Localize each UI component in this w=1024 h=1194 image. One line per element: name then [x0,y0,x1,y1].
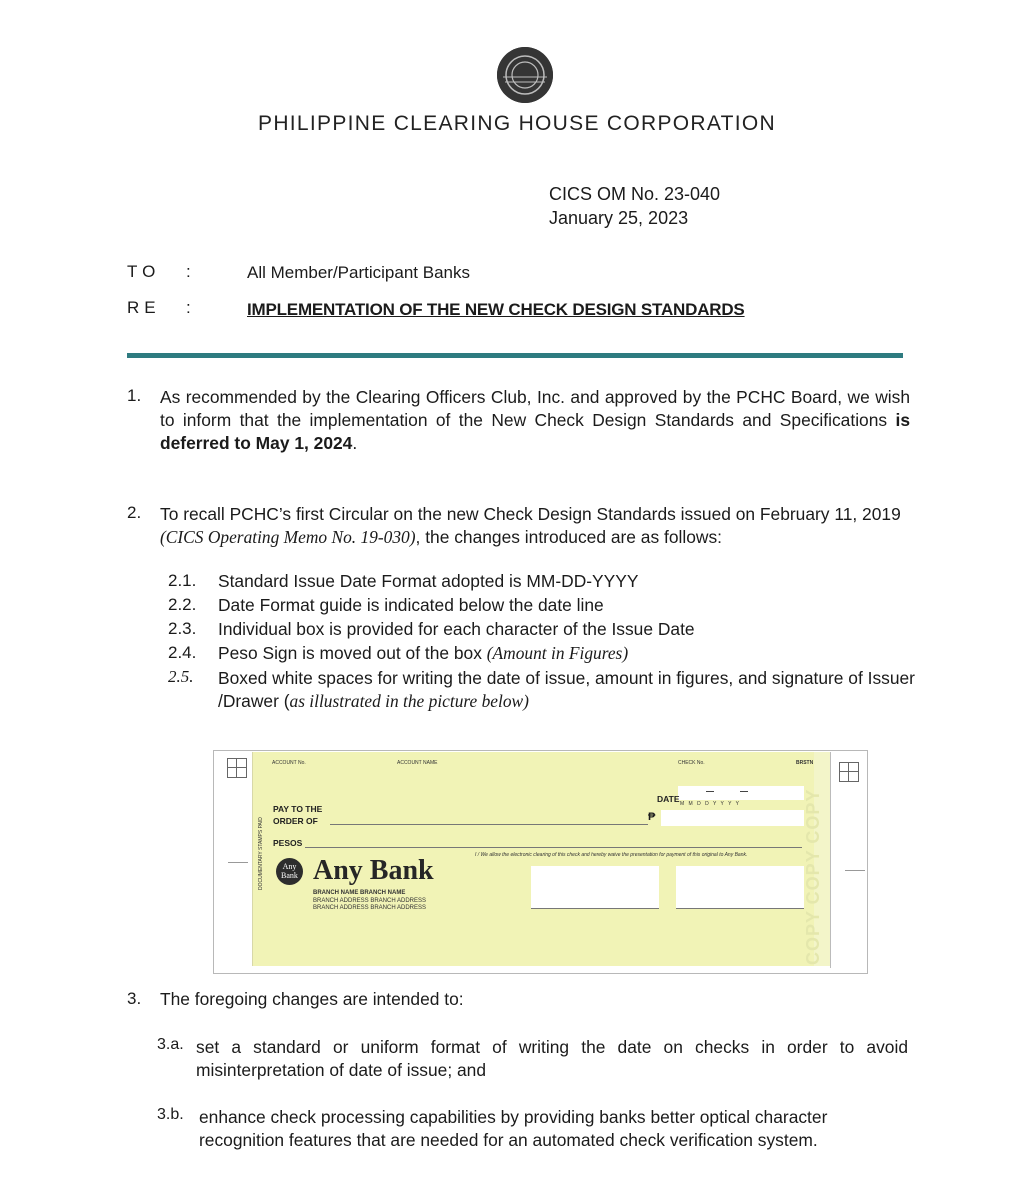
perforation-mark [845,870,865,871]
signature-line [676,908,804,909]
paragraph-2-number: 2. [127,503,142,522]
order-of-label: ORDER OF [273,816,318,826]
branch-address: BRANCH ADDRESS BRANCH ADDRESS [313,898,427,904]
re-label: RE [127,298,161,317]
paragraph-1 [160,386,910,455]
account-name-label: ACCOUNT NAME [397,760,438,766]
paragraph-2-text-a: To recall PCHC’s first Circular on the new Check Design Standards issued on February 11, 2019 [160,504,901,524]
memo-date: January 25, 2023 [549,208,689,228]
operating-memo-reference: (CICS Operating Memo No. 19-030) [160,527,416,547]
date-label: DATE [657,794,680,804]
list-item-italic: (Amount in Figures) [486,643,629,663]
list-item-text: Boxed white spaces for writing the date of issue, amount in figures, and signature of Issuer /Drawer ( [218,668,915,711]
re-colon: : [186,298,191,317]
list-item-number: 2.5. [168,667,194,686]
date-separator [706,791,714,792]
signature-line [531,908,659,909]
list-item-number: 2.3. [168,619,197,638]
perforation-mark [228,862,248,863]
amount-box [661,810,804,826]
list-item [218,643,628,664]
paragraph-2-text-b: , the changes introduced are as follows: [415,527,722,547]
paragraph-1-text: As recommended by the Clearing Officers Club, Inc. and approved by the PCHC Board, we wish to inform that the implementation of the New Check Design Standards and Specifications [160,387,910,430]
list-item-number: 2.4. [168,643,197,662]
organization-name: PHILIPPINE CLEARING HOUSE CORPORATION [258,112,776,135]
branch-name: BRANCH NAME BRANCH NAME [313,890,406,896]
header-divider [127,353,903,358]
documentary-stamps-label: DOCUMENTARY STAMPS PAID [258,817,264,890]
bank-logo-text: Bank [281,871,298,880]
branch-address: BRANCH ADDRESS BRANCH ADDRESS [313,905,427,911]
list-item: Date Format guide is indicated below the date line [218,595,604,615]
stub-divider [830,752,831,968]
paragraph-3-number: 3. [127,989,142,1008]
deferral-notice: is deferred to May 1, 2024 [160,410,910,453]
paragraph-2 [160,503,912,549]
date-format-guide: M M D D Y Y Y Y [680,801,741,807]
payee-line [330,824,648,825]
list-item-italic: as illustrated in the picture below) [289,691,529,711]
list-item: set a standard or uniform format of writing the date on checks in order to avoid misinterpretation of date of issue; and [196,1037,908,1080]
list-item-number: 3.b. [157,1106,184,1123]
signature-box [531,866,659,908]
date-separator [740,791,748,792]
pchc-logo [497,47,553,103]
to-value: All Member/Participant Banks [247,263,470,282]
list-item-number: 2.1. [168,571,197,590]
paragraph-1-end: . [352,433,358,453]
copy-watermark: COPY COPY COPY [803,788,823,965]
to-label: TO [127,262,161,281]
paragraph-1-number: 1. [127,386,142,405]
subject-line: IMPLEMENTATION OF THE NEW CHECK DESIGN STANDARDS [247,300,745,319]
pesos-label: PESOS [273,838,303,848]
list-item-text: Peso Sign is moved out of the box [218,643,487,663]
account-number-label: ACCOUNT No. [272,760,306,766]
bank-logo-icon [276,858,303,885]
date-boxes [678,786,804,800]
electronic-clearing-notice: I / We allow the electronic clearing of this check and hereby waive the presentation for payment of this original to Any Bank. [475,852,748,858]
list-item: enhance check processing capabilities by providing banks better optical character recognition features that are needed for an automated check verification system. [199,1107,828,1150]
check-number-label: CHECK No. [678,760,705,766]
registration-mark-icon [227,758,247,778]
brstn-label: BRSTN [796,760,814,766]
peso-sign: ₱ [648,811,656,823]
list-item-number: 2.2. [168,595,197,614]
memo-number: CICS OM No. 23-040 [549,184,721,204]
list-item: Standard Issue Date Format adopted is MM-DD-YYYY [218,571,639,591]
pay-to-label: PAY TO THE [273,804,323,814]
amount-in-words-line [305,847,802,848]
bank-logo-text: Any [282,862,297,871]
registration-mark-icon [839,762,859,782]
list-item: Individual box is provided for each character of the Issue Date [218,619,695,639]
pchc-seal-icon [497,47,553,103]
to-colon: : [186,262,191,281]
list-item-number: 3.a. [157,1036,184,1053]
signature-box [676,866,804,908]
bank-name: Any Bank [313,855,434,886]
list-item [218,667,918,713]
paragraph-3-text: The foregoing changes are intended to: [160,989,464,1009]
